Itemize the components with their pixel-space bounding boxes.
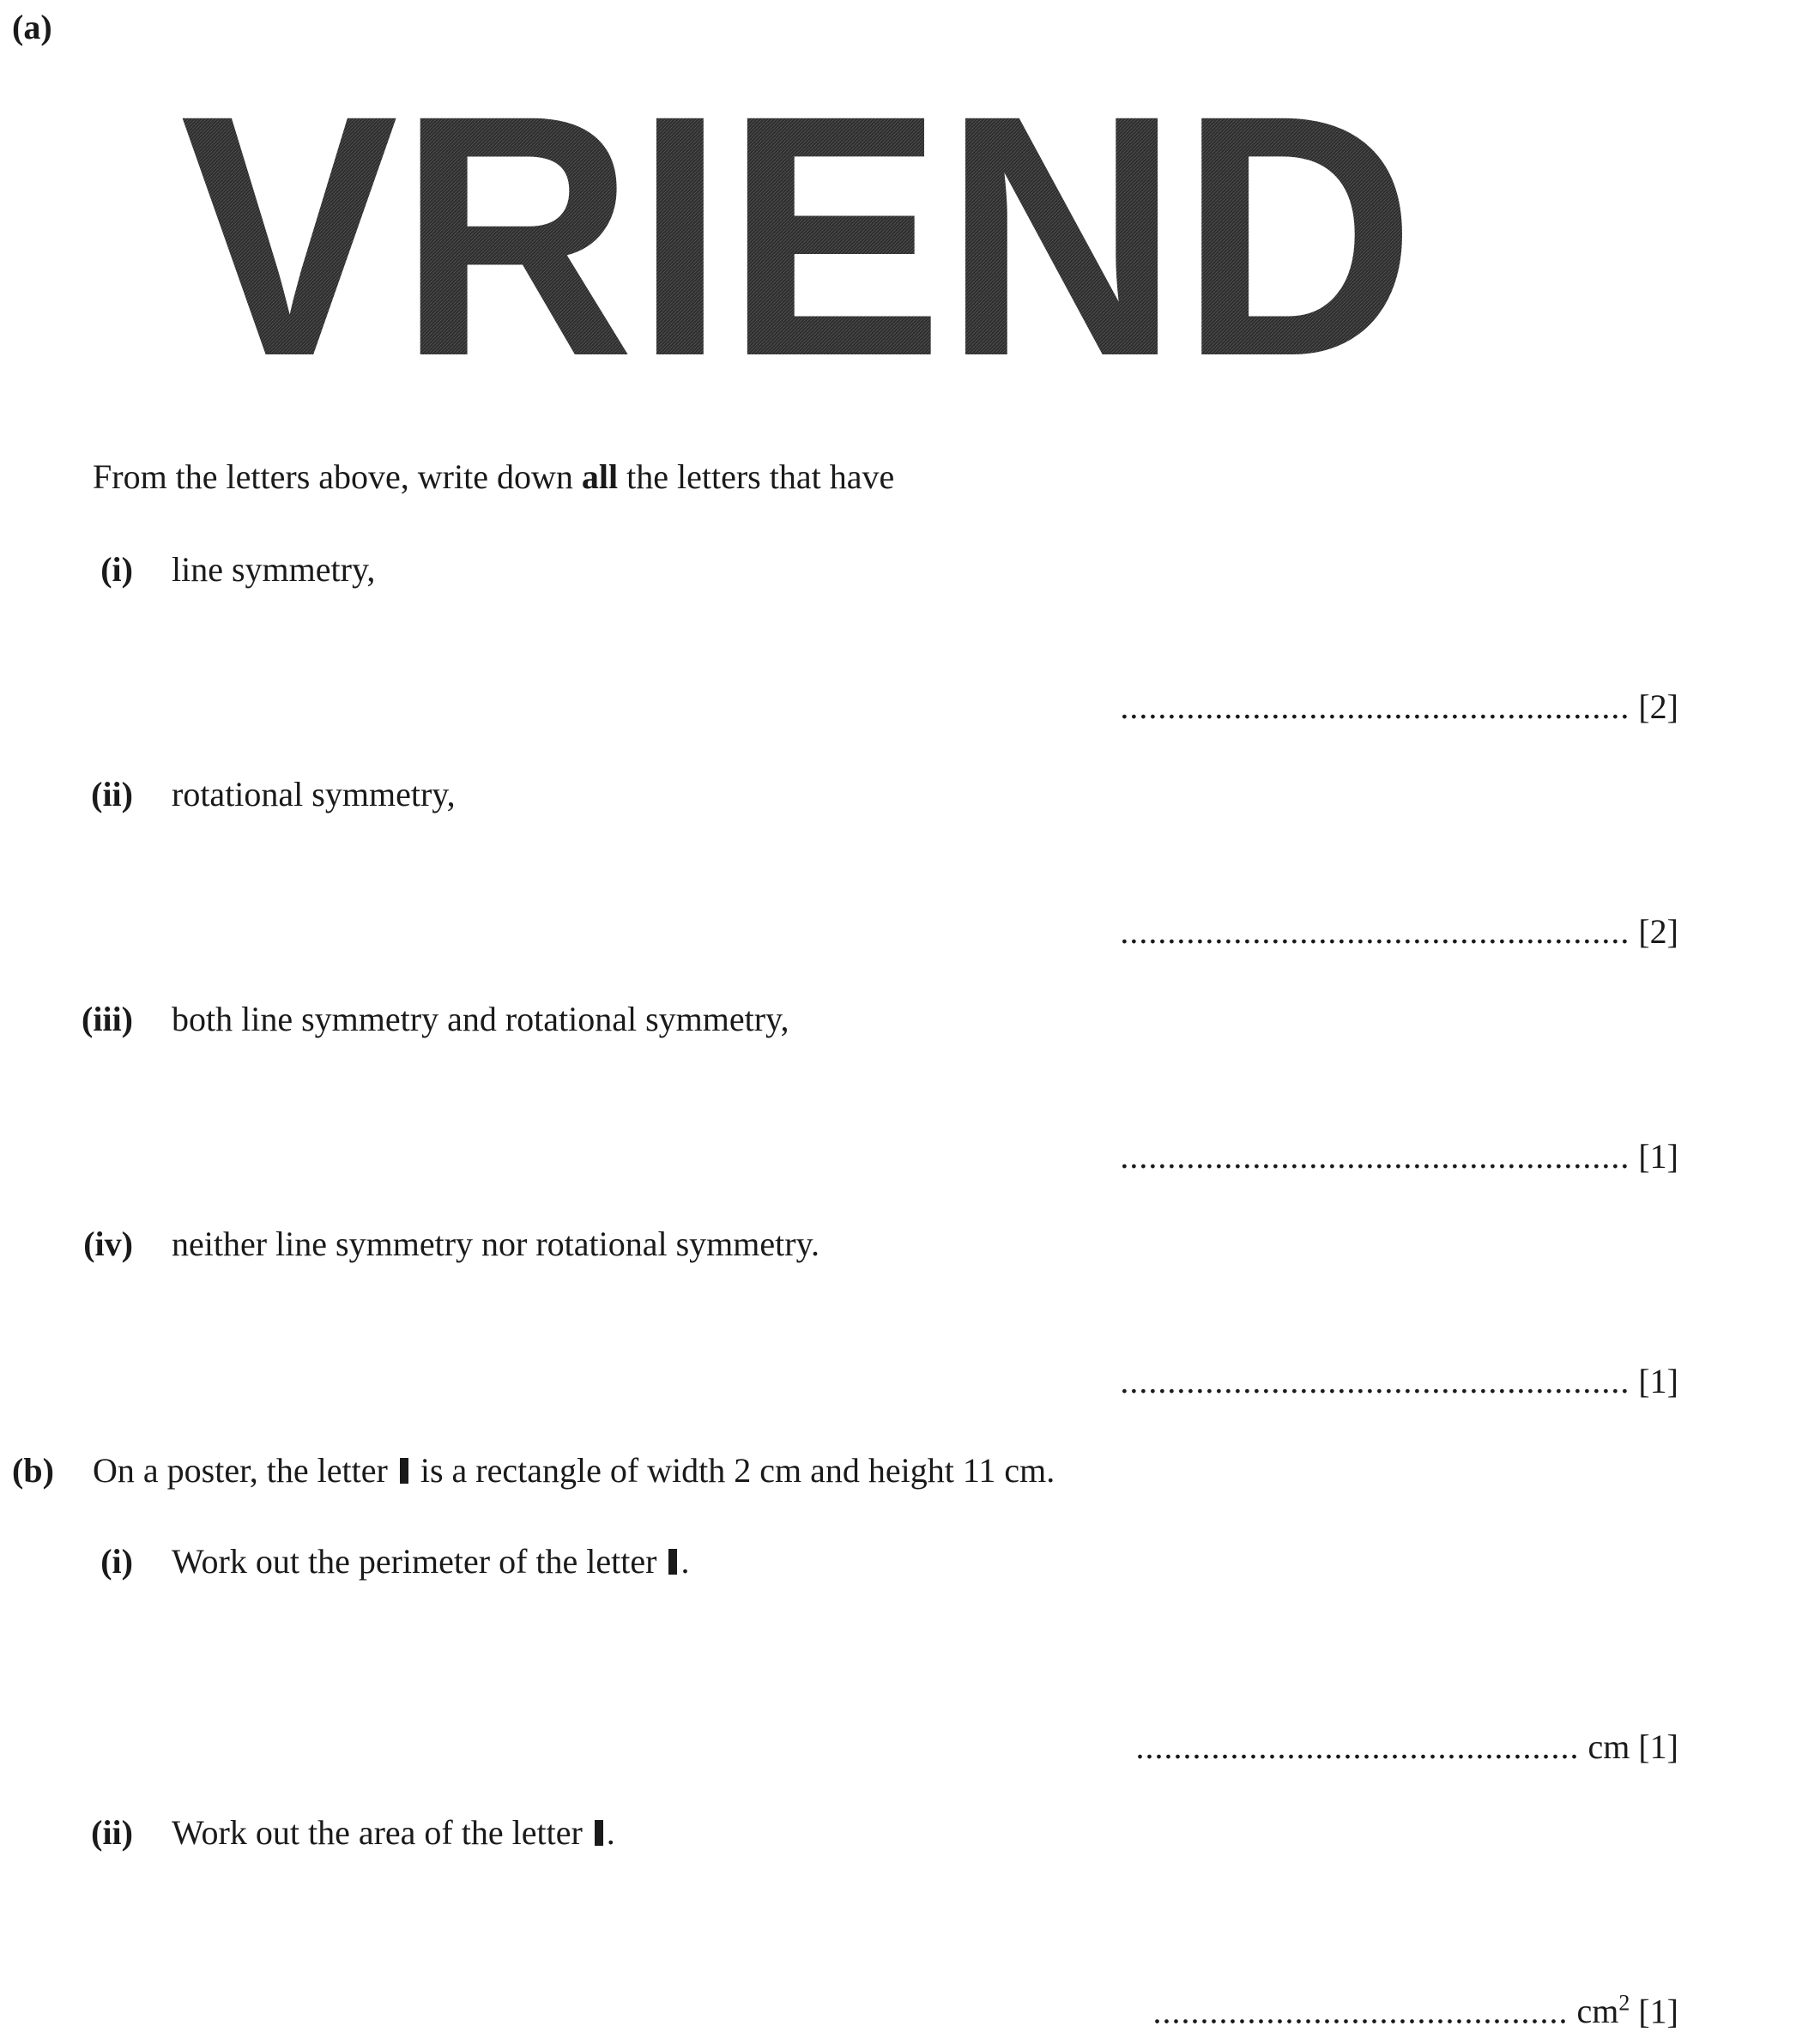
question-text-post: . xyxy=(680,1542,690,1581)
part-a-label: (a) xyxy=(12,8,52,46)
sub-label-a-iv: (iv) xyxy=(83,1225,133,1263)
question-text-pre: Work out the area of the letter xyxy=(172,1813,591,1852)
part-b-intro-post: is a rectangle of width 2 cm and height 11 cm. xyxy=(411,1451,1055,1490)
answer-dots: ...................................................... xyxy=(1120,687,1630,726)
question-text-pre: Work out the perimeter of the letter xyxy=(172,1542,666,1581)
answer-line-a-i[interactable] xyxy=(1120,686,1678,727)
mark: [2] xyxy=(1638,912,1678,951)
part-a-intro xyxy=(93,457,894,497)
mark: [1] xyxy=(1638,1362,1678,1400)
question-text-a-iii: both line symmetry and rotational symmetry, xyxy=(172,1000,789,1038)
letter-i-glyph xyxy=(400,1458,408,1484)
letter-i-glyph xyxy=(595,1820,603,1846)
part-b-label: (b) xyxy=(12,1451,54,1490)
unit-base: cm xyxy=(1576,1992,1619,2031)
big-word-figure xyxy=(172,82,1424,378)
answer-line-a-iv[interactable] xyxy=(1120,1361,1678,1401)
sub-label-a-iii: (iii) xyxy=(82,1000,133,1038)
question-text-a-iv: neither line symmetry nor rotational symmetry. xyxy=(172,1225,819,1263)
unit: cm xyxy=(1587,1727,1630,1766)
answer-line-a-ii[interactable] xyxy=(1120,911,1678,952)
question-text-a-ii: rotational symmetry, xyxy=(172,775,456,813)
unit-superscript: 2 xyxy=(1618,1991,1630,2016)
unit xyxy=(1576,1992,1630,2030)
big-word: VRIEND xyxy=(180,82,1416,378)
part-b-intro-pre: On a poster, the letter xyxy=(93,1451,396,1490)
sub-label-b-ii: (ii) xyxy=(91,1813,133,1852)
question-text-post: . xyxy=(606,1813,615,1852)
question-text-b-i xyxy=(172,1541,689,1581)
answer-dots: ...................................................... xyxy=(1120,1362,1630,1400)
answer-dots: ...................................................... xyxy=(1120,1137,1630,1176)
sub-label-b-i: (i) xyxy=(100,1542,133,1581)
mark: [1] xyxy=(1638,1727,1678,1766)
mark: [1] xyxy=(1638,1992,1678,2031)
answer-line-b-ii[interactable] xyxy=(1152,1991,1678,2031)
part-b-intro xyxy=(93,1450,1055,1491)
answer-dots: ...................................................... xyxy=(1120,912,1630,951)
mark: [1] xyxy=(1638,1137,1678,1176)
part-a-intro-post: the letters that have xyxy=(618,457,895,496)
sub-label-a-ii: (ii) xyxy=(91,775,133,813)
answer-dots: ............................................... xyxy=(1135,1727,1580,1766)
answer-line-b-i[interactable] xyxy=(1135,1727,1678,1767)
part-a-intro-bold: all xyxy=(581,457,619,496)
sub-label-a-i: (i) xyxy=(100,550,133,589)
answer-line-a-iii[interactable] xyxy=(1120,1136,1678,1176)
letter-i-glyph xyxy=(668,1549,677,1575)
mark: [2] xyxy=(1638,687,1678,726)
answer-dots: ............................................ xyxy=(1152,1992,1569,2031)
question-text-a-i: line symmetry, xyxy=(172,550,376,589)
question-text-b-ii xyxy=(172,1812,615,1853)
part-a-intro-pre: From the letters above, write down xyxy=(93,457,582,496)
